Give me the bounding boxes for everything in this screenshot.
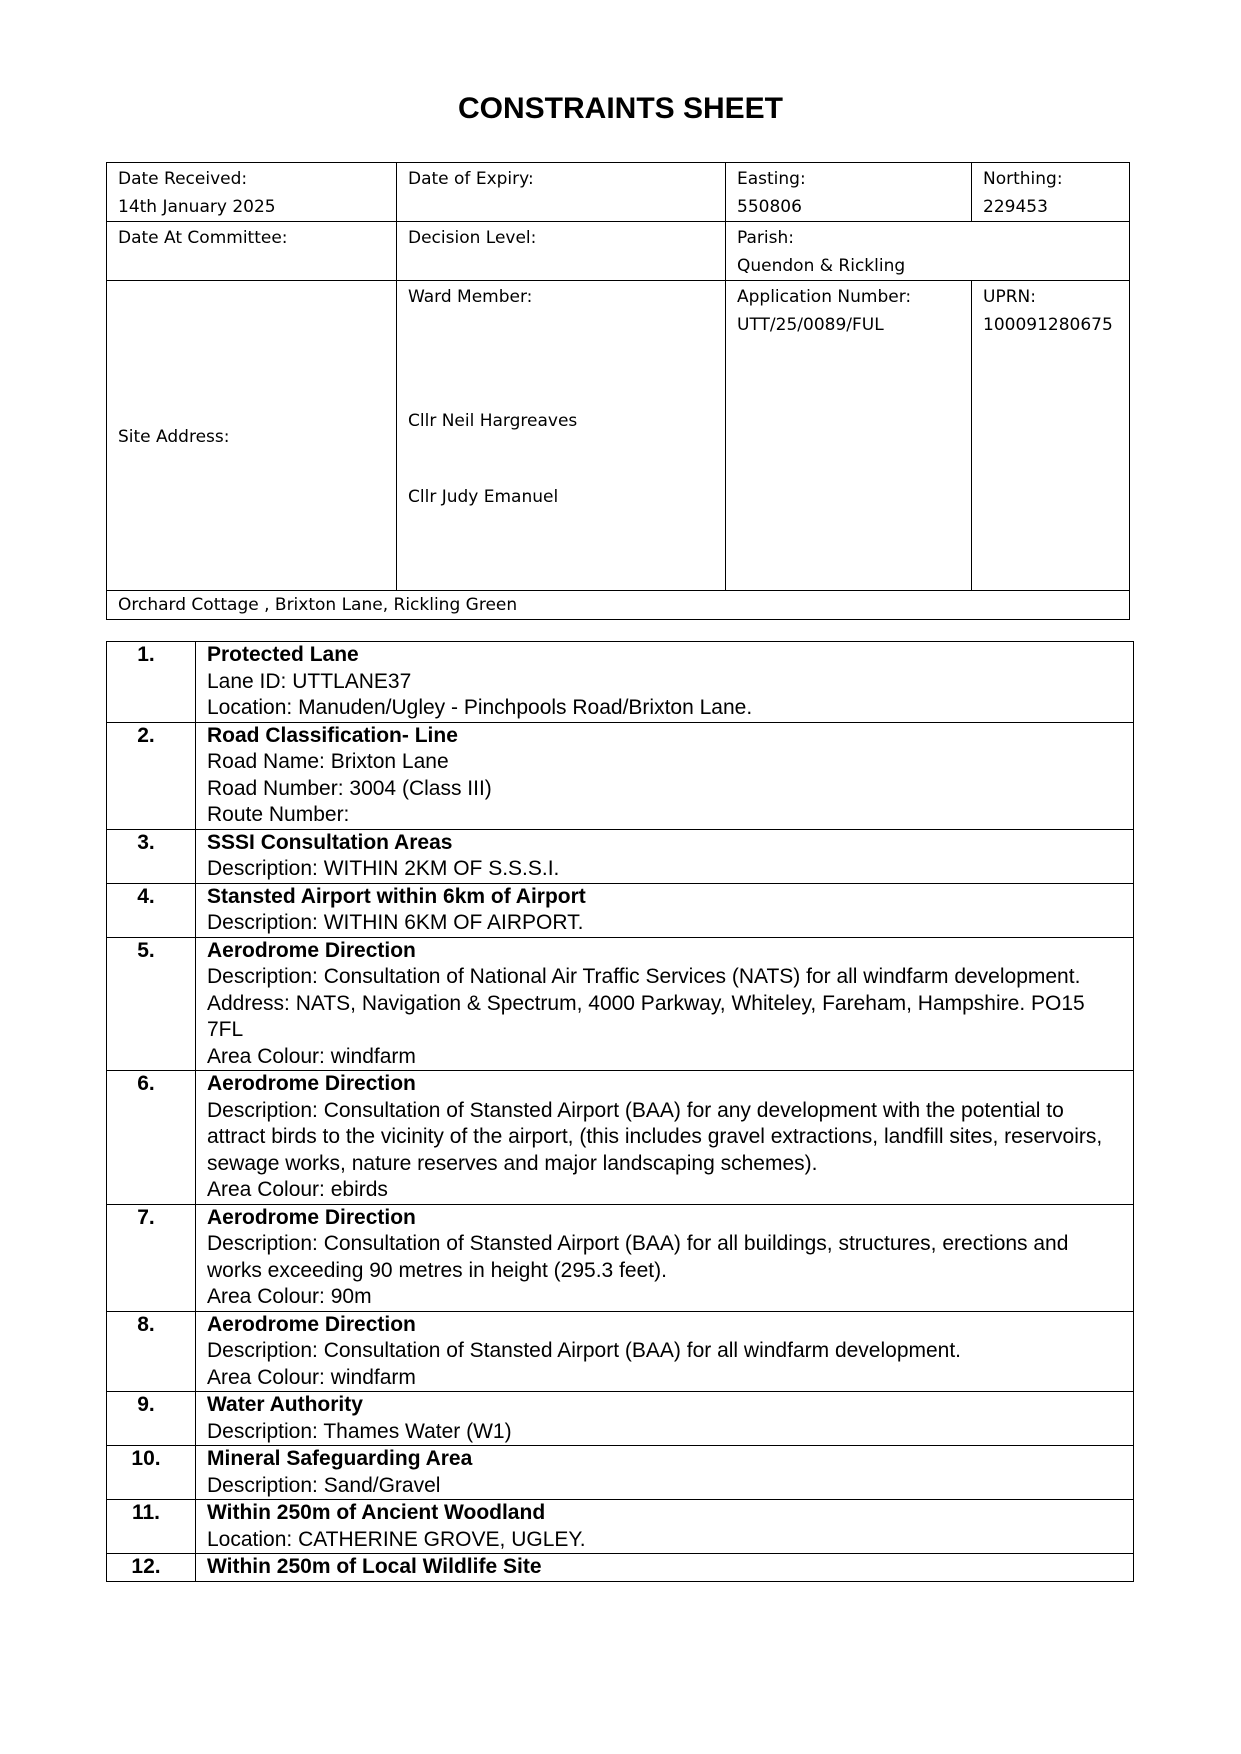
- constraint-number: 11.: [107, 1500, 196, 1554]
- constraint-row: [107, 1311, 1134, 1392]
- uprn-label: UPRN:: [983, 287, 1036, 307]
- site-address-value-cell: [107, 591, 1130, 620]
- application-number-cell: [726, 281, 972, 591]
- constraint-detail-line: Area Colour: windfarm: [207, 1044, 416, 1068]
- constraint-detail-line: Road Number: 3004 (Class III): [207, 776, 492, 800]
- date-committee-label: Date At Committee:: [118, 228, 288, 248]
- decision-level-cell: [397, 222, 726, 281]
- date-expiry-label: Date of Expiry:: [408, 169, 534, 189]
- application-number-value: UTT/25/0089/FUL: [737, 315, 884, 335]
- constraint-detail-line: Address: NATS, Navigation & Spectrum, 4000 Parkway, Whiteley, Fareham, Hampshire. PO15 7FL: [207, 991, 1085, 1041]
- constraint-content: [196, 883, 1134, 937]
- constraint-content: [196, 829, 1134, 883]
- constraint-row: [107, 1500, 1134, 1554]
- application-info-table: [106, 162, 1130, 620]
- constraint-detail-line: Area Colour: windfarm: [207, 1365, 416, 1389]
- constraint-detail-line: Description: Consultation of Stansted Airport (BAA) for all buildings, structures, erections and works exceeding 90 metres in height (295.3 feet).: [207, 1232, 1069, 1282]
- info-row-site: [107, 281, 1130, 591]
- northing-value: 229453: [983, 197, 1048, 217]
- constraint-detail-line: Description: WITHIN 6KM OF AIRPORT.: [207, 911, 584, 934]
- constraint-row: [107, 1071, 1134, 1205]
- constraint-detail-line: Description: Thames Water (W1): [207, 1419, 512, 1443]
- constraint-detail-line: Area Colour: ebirds: [207, 1178, 388, 1201]
- constraint-detail-line: Description: WITHIN 2KM OF S.S.S.I.: [207, 857, 560, 880]
- decision-level-label: Decision Level:: [408, 228, 537, 248]
- constraint-title: Aerodrome Direction: [207, 1072, 416, 1095]
- constraints-table: [106, 641, 1134, 1582]
- date-committee-cell: [107, 222, 397, 281]
- constraint-content: [196, 1446, 1134, 1500]
- constraint-number: 5.: [107, 937, 196, 1071]
- site-address-label-cell: [107, 281, 397, 591]
- date-received-value: 14th January 2025: [118, 197, 276, 217]
- constraint-number: 4.: [107, 883, 196, 937]
- constraint-title: Protected Lane: [207, 643, 359, 666]
- ward-member-name: Cllr Neil Hargreaves: [408, 411, 578, 431]
- parish-cell: [726, 222, 1130, 281]
- constraint-content: [196, 722, 1134, 829]
- constraint-title: Within 250m of Ancient Woodland: [207, 1501, 546, 1524]
- constraint-row: [107, 1392, 1134, 1446]
- constraint-content: [196, 1311, 1134, 1392]
- ward-member-label: Ward Member:: [408, 287, 533, 307]
- ward-member-name: Cllr Judy Emanuel: [408, 487, 559, 507]
- constraint-title: Road Classification- Line: [207, 723, 458, 747]
- constraint-detail-line: Description: Consultation of Stansted Airport (BAA) for all windfarm development.: [207, 1339, 962, 1362]
- constraint-content: [196, 642, 1134, 723]
- constraint-row: [107, 883, 1134, 937]
- constraint-detail-line: Description: Consultation of National Air Traffic Services (NATS) for all windfarm development.: [207, 965, 1081, 988]
- constraint-title: Mineral Safeguarding Area: [207, 1447, 473, 1470]
- site-address-label: Site Address:: [118, 426, 230, 447]
- constraint-detail-line: Route Number:: [207, 803, 350, 826]
- easting-cell: [726, 163, 972, 222]
- constraint-detail-line: Lane ID: UTTLANE37: [207, 669, 412, 693]
- constraint-row: [107, 829, 1134, 883]
- constraint-content: [196, 1392, 1134, 1446]
- constraint-number: 10.: [107, 1446, 196, 1500]
- constraint-row: [107, 642, 1134, 723]
- constraint-title: Aerodrome Direction: [207, 1312, 416, 1336]
- constraint-number: 1.: [107, 642, 196, 723]
- northing-cell: [972, 163, 1130, 222]
- constraint-row: [107, 937, 1134, 1071]
- constraint-content: [196, 1071, 1134, 1205]
- constraint-detail-line: Location: Manuden/Ugley - Pinchpools Road/Brixton Lane.: [207, 696, 753, 719]
- constraint-detail-line: Description: Sand/Gravel: [207, 1473, 441, 1497]
- uprn-value: 100091280675: [983, 315, 1113, 335]
- constraint-number: 6.: [107, 1071, 196, 1205]
- parish-label: Parish:: [737, 228, 794, 248]
- info-row-address: [107, 591, 1130, 620]
- constraint-number: 7.: [107, 1204, 196, 1311]
- constraint-title: Aerodrome Direction: [207, 1205, 416, 1229]
- constraint-number: 12.: [107, 1554, 196, 1582]
- page-title: CONSTRAINTS SHEET: [457, 92, 784, 125]
- info-row-dates: [107, 163, 1130, 222]
- date-received-cell: [107, 163, 397, 222]
- application-number-label: Application Number:: [737, 287, 912, 307]
- constraint-number: 2.: [107, 722, 196, 829]
- info-row-committee: [107, 222, 1130, 281]
- uprn-cell: [972, 281, 1130, 591]
- constraint-row: [107, 1446, 1134, 1500]
- constraint-detail-line: Road Name: Brixton Lane: [207, 750, 449, 773]
- constraint-row: [107, 1554, 1134, 1582]
- easting-value: 550806: [737, 197, 802, 217]
- constraint-detail-line: Description: Consultation of Stansted Airport (BAA) for any development with the potential to attract birds to the vicinity of the airport, (this includes gravel extractions, landfill sites, reservoirs, sewage works, nature reserves and major landscaping schemes).: [207, 1098, 1103, 1175]
- ward-member-cell: [397, 281, 726, 591]
- constraint-number: 8.: [107, 1311, 196, 1392]
- constraint-content: [196, 937, 1134, 1071]
- constraint-content: [196, 1500, 1134, 1554]
- date-received-label: Date Received:: [118, 169, 248, 189]
- constraint-detail-line: Area Colour: 90m: [207, 1285, 372, 1308]
- constraint-number: 9.: [107, 1392, 196, 1446]
- constraint-title: Within 250m of Local Wildlife Site: [207, 1555, 542, 1578]
- constraint-title: Aerodrome Direction: [207, 938, 416, 962]
- site-address-value: Orchard Cottage , Brixton Lane, Rickling Green: [118, 595, 518, 615]
- easting-label: Easting:: [737, 169, 806, 189]
- constraint-content: [196, 1204, 1134, 1311]
- constraint-row: [107, 1204, 1134, 1311]
- date-expiry-cell: [397, 163, 726, 222]
- constraint-row: [107, 722, 1134, 829]
- constraint-number: 3.: [107, 829, 196, 883]
- constraint-content: [196, 1554, 1134, 1582]
- constraint-title: Stansted Airport within 6km of Airport: [207, 884, 586, 908]
- constraint-title: SSSI Consultation Areas: [207, 830, 453, 854]
- northing-label: Northing:: [983, 169, 1063, 189]
- parish-value: Quendon & Rickling: [737, 256, 906, 276]
- constraint-detail-line: Location: CATHERINE GROVE, UGLEY.: [207, 1527, 586, 1551]
- constraint-title: Water Authority: [207, 1393, 363, 1416]
